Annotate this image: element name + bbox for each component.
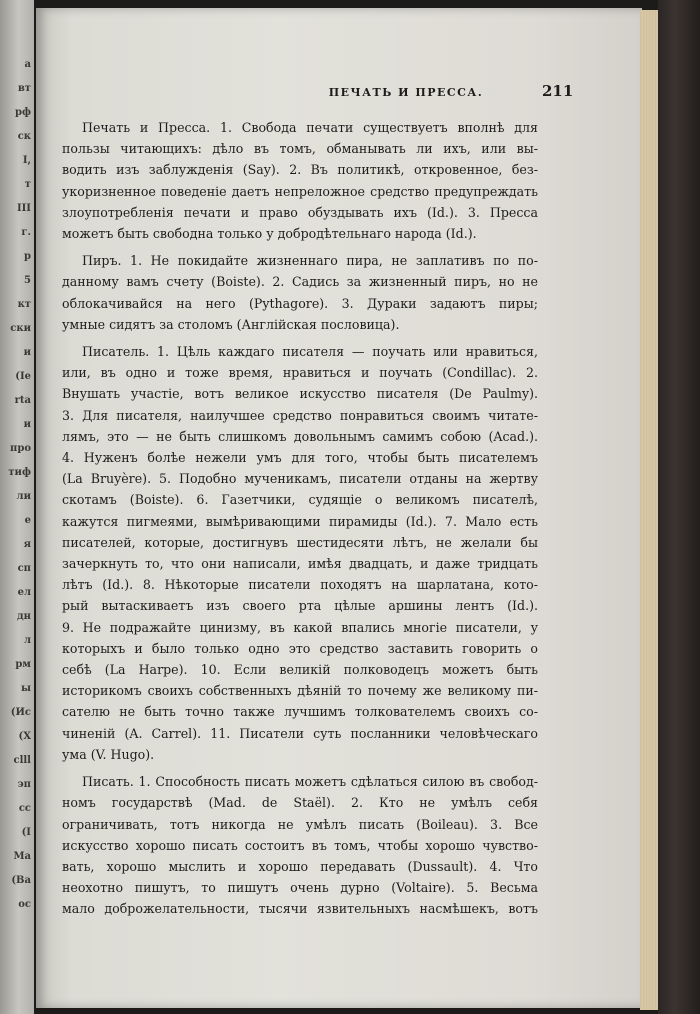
text-line: которыхъ и было только одно это средство заставить говорить о: [62, 640, 538, 656]
prev-page-fragment: (Ис: [10, 707, 31, 718]
text-line: 9. Не подражайте цинизму, въ какой впались многіе писатели, у: [62, 619, 538, 635]
text-line: 3. Для писателя, наилучшее средство понравиться своимъ читате-: [62, 407, 538, 423]
prev-page-fragment: е: [24, 515, 31, 526]
prev-page-fragment: л: [23, 635, 31, 646]
text-line: Внушать участіе, вотъ великое искусство писателя (De Paulmy).: [62, 386, 538, 402]
text-line: ума (V. Hugo).: [62, 746, 155, 762]
prev-page-fragment: кт: [17, 299, 31, 310]
text-line: вать, хорошо мыслить и хорошо передавать (Dussault). 4. Что: [62, 858, 538, 874]
prev-page-fragment: сп: [17, 563, 31, 574]
prev-page-fragment: ы: [20, 683, 31, 694]
page-block-edge: [640, 10, 658, 1010]
prev-page-fragment: (Х: [18, 731, 31, 742]
text-line: историкомъ своихъ собственныхъ дѣяній то почему же великому пи-: [62, 683, 538, 699]
text-line: мало доброжелательности, тысячи язвительныхъ насмѣшекъ, вотъ: [62, 901, 538, 917]
prev-page-fragment: вт: [17, 83, 31, 94]
text-line: умные сидятъ за столомъ (Англійская пословица).: [62, 316, 400, 332]
text-line: облокачивайся на него (Pythagore). 3. Дураки задаютъ пиры;: [62, 295, 538, 311]
prev-page-fragment: и: [23, 419, 31, 430]
text-line: укоризненное поведеніе даетъ непреложное средство предупреждать: [62, 183, 538, 199]
prev-page-fragment: г.: [21, 227, 31, 238]
paragraph-pir: [62, 250, 538, 335]
prev-page-fragment: III: [16, 203, 31, 214]
prev-page-fragment: ски: [10, 323, 31, 334]
previous-page-edge: [0, 0, 34, 1014]
prev-page-fragment: cc: [18, 803, 31, 814]
prev-page-fragment: эп: [17, 779, 31, 790]
prev-page-fragment: прo: [10, 443, 31, 454]
prev-page-fragment: сlll: [13, 755, 31, 766]
text-line: можетъ быть свободна только у добродѣтельнаго народа (Id.).: [62, 226, 477, 242]
text-line: номъ государствѣ (Mad. de Staël). 2. Кто не умѣлъ себя: [62, 795, 538, 811]
book-binding: [658, 0, 700, 1014]
text-line: лѣтъ (Id.). 8. Нѣкоторые писатели походятъ на шарлатана, кото-: [62, 577, 538, 593]
text-line: ограничивать, тотъ никогда не умѣлъ писать (Boileau). 3. Все: [62, 816, 538, 832]
prev-page-fragment: (Iе: [15, 371, 31, 382]
text-line: сателю не быть точно также лучшимъ толкователемъ своихъ со-: [62, 704, 538, 720]
prev-page-fragment: ел: [17, 587, 31, 598]
prev-page-fragment: ос: [18, 899, 31, 910]
text-line: неохотно пишутъ, то пишутъ очень дурно (Voltaire). 5. Весьма: [62, 880, 538, 896]
prev-page-fragment: а: [24, 59, 31, 70]
prev-page-fragment: дн: [17, 611, 31, 622]
text-line: Писатель. 1. Цѣль каждаго писателя — поучать или нравиться,: [82, 344, 538, 360]
prev-page-fragment: 5: [24, 275, 31, 286]
text-line: 4. Нуженъ болѣе нежели умъ для того, чтобы быть писателемъ: [62, 450, 538, 466]
prev-page-fragment: I,: [22, 155, 31, 166]
text-line: скотамъ (Boiste). 6. Газетчики, судящіе о великомъ писателѣ,: [62, 492, 538, 508]
prev-page-fragment: рм: [15, 659, 31, 670]
page-number: 211: [542, 82, 574, 100]
text-line: Пиръ. 1. Не покидайте жизненнаго пира, не заплативъ по по-: [82, 253, 538, 269]
text-line: рый вытаскиваетъ изъ своего рта цѣлые аршины лентъ (Id.).: [62, 598, 538, 614]
prev-page-fragment: (I: [21, 827, 31, 838]
prev-page-fragment: я: [23, 539, 31, 550]
prev-page-fragment: и: [23, 347, 31, 358]
prev-page-fragment: рф: [14, 107, 31, 118]
prev-page-fragment: ск: [17, 131, 31, 142]
text-line: искусство хорошо писать состоитъ въ томъ, чтобы хорошо чувство-: [62, 837, 538, 853]
prev-page-fragment: р: [24, 251, 31, 262]
text-line: лямъ, это — не быть слишкомъ довольнымъ самимъ собою (Acad.).: [62, 428, 538, 444]
page-body: [62, 117, 538, 920]
text-line: кажутся пигмеями, вымѣривающими пирамиды (Id.). 7. Мало есть: [62, 513, 538, 529]
running-head: ПЕЧАТЬ И ПРЕССА.: [328, 86, 484, 99]
prev-page-fragment: (Ba: [11, 875, 31, 886]
text-line: себѣ (La Harpe). 10. Если великій полководецъ можетъ быть: [62, 662, 538, 678]
prev-page-fragment: ли: [16, 491, 31, 502]
prev-page-fragment: т: [24, 179, 31, 190]
text-line: злоупотребленія печати и право обуздывать ихъ (Id.). 3. Пресса: [62, 204, 538, 220]
text-line: зачеркнуть то, что они написали, имѣя двадцать, и даже тридцать: [62, 556, 538, 572]
paragraph-pisatel: [62, 341, 538, 765]
text-line: пользы читающихъ: дѣло въ томъ, обманывать ли ихъ, или вы-: [62, 141, 538, 157]
paragraph-pisat: [62, 771, 538, 919]
text-line: (La Bruyère). 5. Подобно мученикамъ, писатели отданы на жертву: [62, 471, 538, 487]
prev-page-fragment: тиф: [8, 467, 31, 478]
text-line: данному вамъ счету (Boiste). 2. Садись за жизненный пиръ, но не: [62, 274, 538, 290]
text-line: водить изъ заблужденія (Say). 2. Въ политикѣ, откровенное, без-: [62, 162, 538, 178]
text-line: чиненій (A. Carrel). 11. Писатели суть посланники человѣческаго: [62, 725, 538, 741]
prev-page-fragment: Mа: [13, 851, 31, 862]
prev-page-fragment: rtа: [14, 395, 31, 406]
paragraph-pechat: [62, 117, 538, 244]
text-line: Печать и Пресса. 1. Свобода печати существуетъ вполнѣ для: [82, 120, 538, 135]
text-line: Писать. 1. Способность писать можетъ сдѣлаться силою въ свобод-: [82, 774, 538, 790]
text-line: или, въ одно и тоже время, нравиться и поучать (Condillac). 2.: [62, 365, 538, 381]
text-line: писателей, которые, достигнувъ шестидесяти лѣтъ, не желали бы: [62, 534, 538, 550]
